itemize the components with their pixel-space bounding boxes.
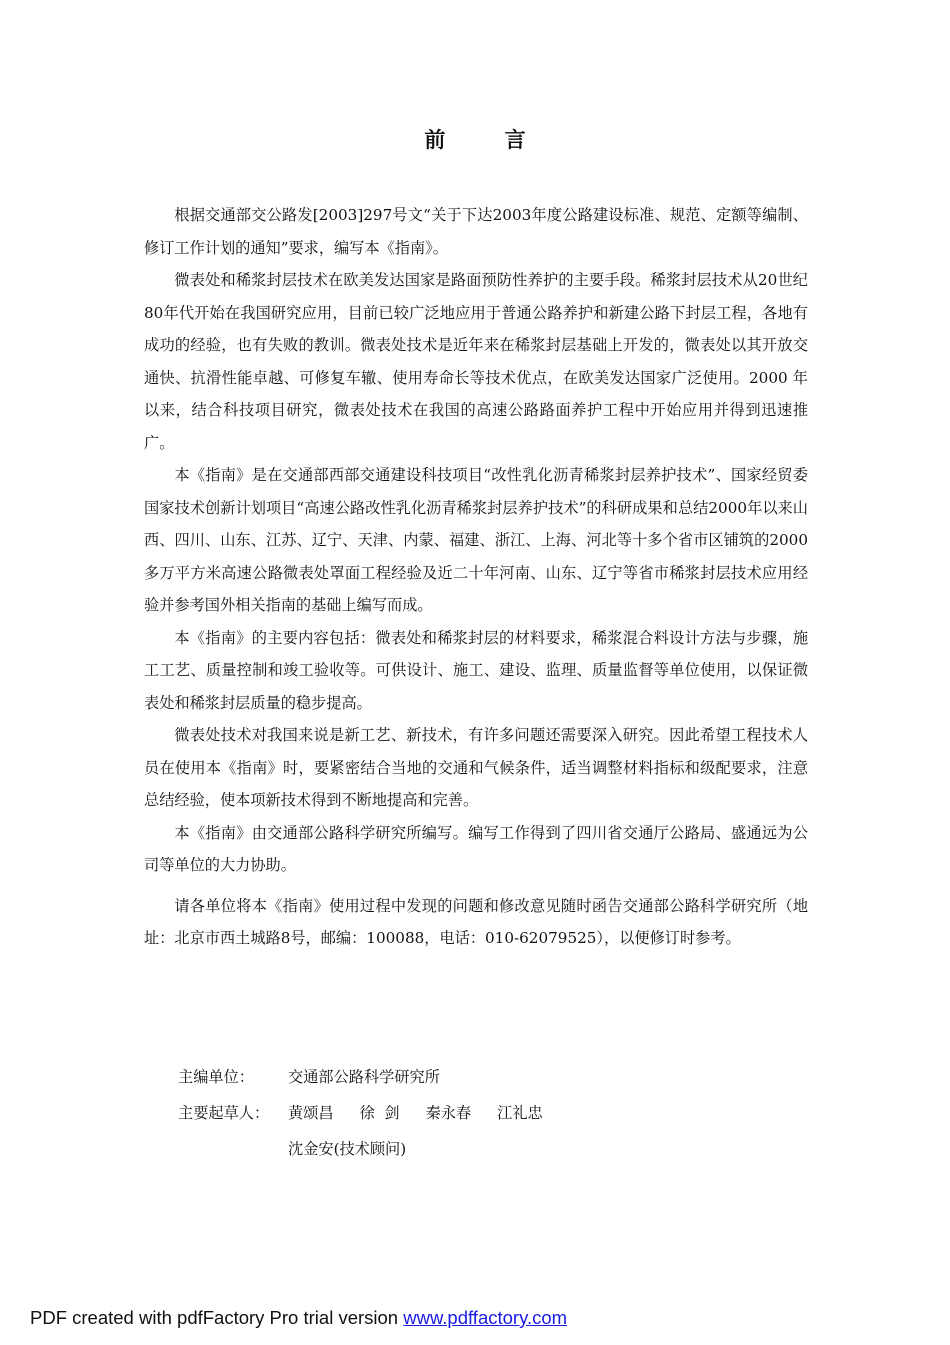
advisor-name: 沈金安(技术顾问) — [288, 1140, 407, 1158]
document-body — [144, 199, 808, 955]
editor-label: 主编单位： — [178, 1068, 254, 1086]
drafters-label: 主要起草人： — [178, 1104, 270, 1122]
editor-row — [178, 1059, 569, 1095]
advisor-spacer — [178, 1131, 288, 1167]
drafter-name: 江礼忠 — [497, 1104, 543, 1122]
drafter-name: 秦永春 — [425, 1104, 472, 1122]
paragraph-recommendation: 微表处技术对我国来说是新工艺、新技术，有许多问题还需要深入研究。因此希望工程技术人员在使用本《指南》时，要紧密结合当地的交通和气候条件，适当调整材料指标和级配要求，注意总结经验，使本项新技术得到不断地提高和完善。 — [144, 726, 808, 809]
paragraph-contents: 本《指南》的主要内容包括：微表处和稀浆封层的材料要求，稀浆混合料设计方法与步骤，施工工艺、质量控制和竣工验收等。可供设计、施工、建设、监理、质量监督等单位使用，以保证微表处和稀浆封层质量的稳步提高。 — [144, 628, 808, 712]
paragraph-contact: 请各单位将本《指南》使用过程中发现的问题和修改意见随时函告交通部公路科学研究所（地址：北京市西土城路8号，邮编：100088，电话：010-62079525），以便修订时参考。 — [144, 896, 808, 947]
editor-value: 交通部公路科学研究所 — [288, 1068, 440, 1086]
drafter-name: 黄颂昌 — [288, 1104, 334, 1122]
paragraph-technology-overview: 微表处和稀浆封层技术在欧美发达国家是路面预防性养护的主要手段。稀浆封层技术从20世纪80年代开始在我国研究应用，目前已较广泛地应用于普通公路养护和新建公路下封层工程，各地有成功的经验，也有失败的教训。微表处技术是近年来在稀浆封层基础上开发的，微表处以其开放交通快、抗滑性能卓越、可修复车辙、使用寿命长等技术优点，在欧美发达国家广泛使用。2000 年以来，结合科技项目研究，微表处技术在我国的高速公路路面养护工程中开始应用并得到迅速推广。 — [144, 271, 808, 452]
advisor-row — [178, 1131, 569, 1167]
paragraph-authorship: 本《指南》由交通部公路科学研究所编写。编写工作得到了四川省交通厅公路局、盛通远为公司等单位的大力协助。 — [144, 823, 808, 874]
paragraph-sources: 本《指南》是在交通部西部交通建设科技项目“改性乳化沥青稀浆封层养护技术”、国家经贸委国家技术创新计划项目“高速公路改性乳化沥青稀浆封层养护技术”的科研成果和总结2000年以来山西、四川、山东、江苏、辽宁、天津、内蒙、福建、浙江、上海、河北等十多个省市区铺筑的2000多万平方米高速公路微表处罩面工程经验及近二十年河南、山东、辽宁等省市稀浆封层技术应用经验并参考国外相关指南的基础上编写而成。 — [144, 466, 808, 614]
pdf-watermark-footer — [30, 1307, 567, 1329]
footer-text: PDF created with pdfFactory Pro trial version — [30, 1307, 404, 1328]
page-title: 前 言 — [424, 127, 552, 152]
paragraph-background: 根据交通部交公路发[2003]297号文“关于下达2003年度公路建设标准、规范、定额等编制、修订工作计划的通知”要求，编写本《指南》。 — [144, 206, 808, 257]
drafter-name: 徐 剑 — [359, 1104, 400, 1122]
drafters-row — [178, 1095, 569, 1131]
credits-block — [178, 1059, 569, 1167]
pdffactory-link[interactable]: www.pdffactory.com — [403, 1307, 568, 1328]
